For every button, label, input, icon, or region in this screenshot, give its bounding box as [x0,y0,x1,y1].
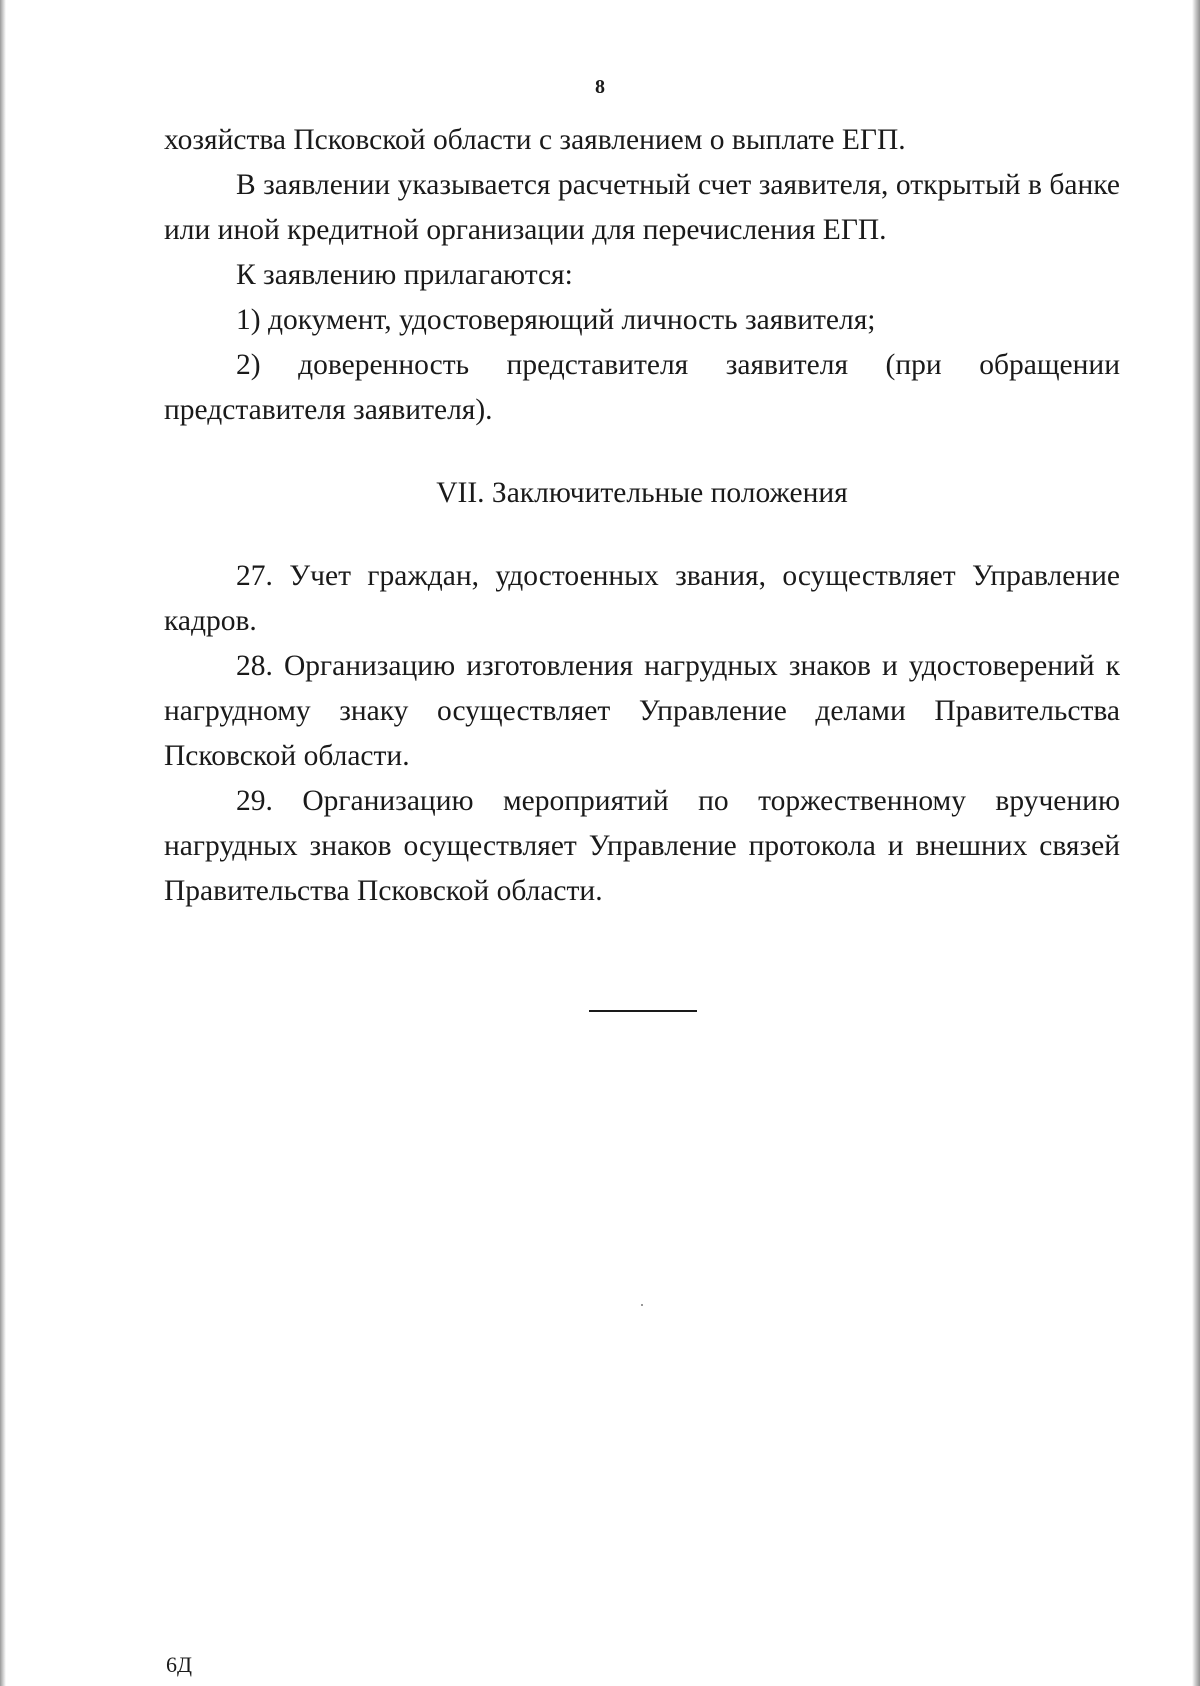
scan-edge-left [0,0,6,1686]
scan-edge-right [1192,0,1200,1686]
list-item-identity-document: 1) документ, удостоверяющий личность заявителя; [236,304,876,336]
scan-speck [641,1304,643,1306]
footer-code: 6Д [166,1652,193,1677]
document-body [164,118,1120,914]
paragraph-continuation: хозяйства Псковской области с заявлением о выплате ЕГП. [164,124,906,156]
clause-27: 27. Учет граждан, удостоенных звания, осуществляет Управление кадров. [164,560,1120,637]
end-divider-line [589,1010,697,1012]
section-heading: VII. Заключительные положения [436,477,848,509]
list-item-power-of-attorney: 2) доверенность представителя заявителя (при обращении представителя заявителя). [164,349,1120,426]
clause-29: 29. Организацию мероприятий по торжественному вручению нагрудных знаков осуществляет Управление протокола и внешних связей Правительства Псковской области. [164,785,1120,907]
paragraph-attachments-intro: К заявлению прилагаются: [236,259,573,291]
paragraph-bank-account: В заявлении указывается расчетный счет заявителя, открытый в банке или иной кредитной организации для перечисления ЕГП. [164,169,1120,246]
page-number: 8 [595,76,605,98]
clause-28: 28. Организацию изготовления нагрудных знаков и удостоверений к нагрудному знаку осуществляет Управление делами Правительства Псковской области. [164,650,1120,772]
